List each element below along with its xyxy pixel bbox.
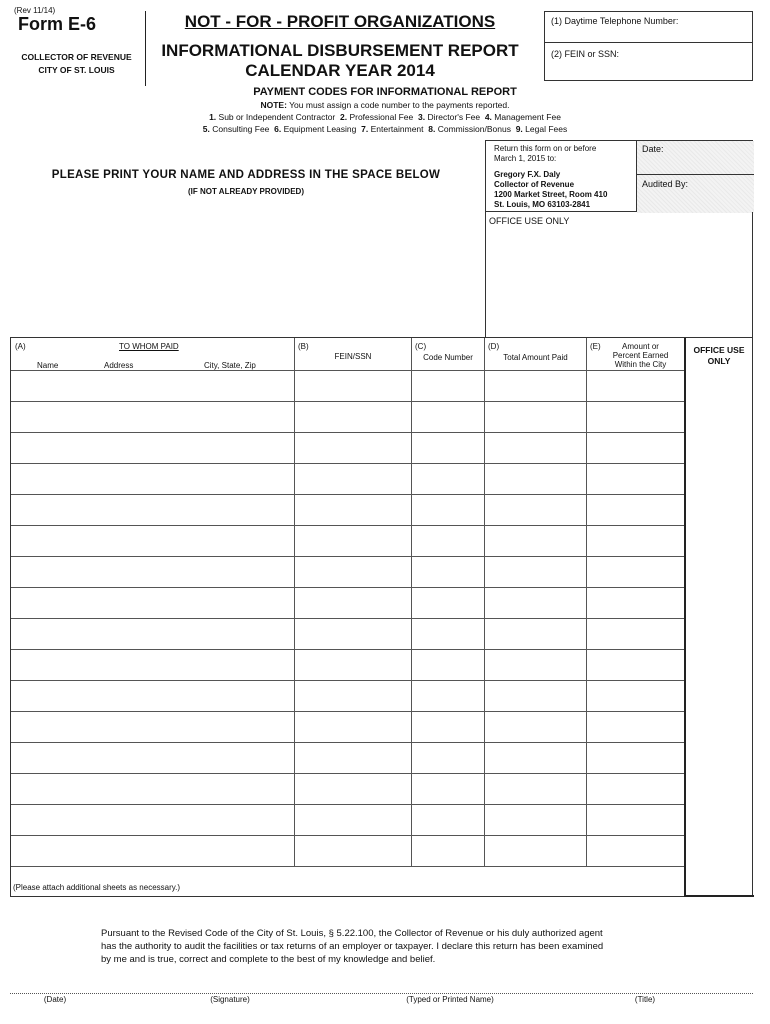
collector-line-1: COLLECTOR OF REVENUE <box>21 52 132 62</box>
return-box-hdivider <box>636 174 754 175</box>
return-line-1: Return this form on or before <box>494 144 597 153</box>
table-row-line <box>11 773 684 774</box>
table-row-line <box>11 742 684 743</box>
col-e-label: (E) <box>590 342 601 351</box>
payment-codes-row-1 <box>0 112 770 122</box>
office-use-area <box>485 212 753 337</box>
print-name-heading: PLEASE PRINT YOUR NAME AND ADDRESS IN THE SPACE BELOW <box>51 169 441 181</box>
typed-name-caption: (Typed or Printed Name) <box>406 995 494 1004</box>
table-row-line <box>11 618 684 619</box>
contact-box <box>544 11 753 81</box>
table-row-line <box>11 804 684 805</box>
declaration-line-2: has the authority to audit the facilities or tax returns of an employer or taxpayer. I declare this return has been examined <box>101 941 604 952</box>
revision-date: (Rev 11/14) <box>14 6 56 15</box>
note-text: You must assign a code number to the payments reported. <box>289 100 510 110</box>
code-number: 5. <box>202 124 210 134</box>
print-name-subheading: (IF NOT ALREADY PROVIDED) <box>187 187 304 196</box>
col-a-label: (A) <box>15 342 26 351</box>
address-header: Address <box>104 361 134 370</box>
code-text: Entertainment <box>370 124 424 134</box>
code-number: 7. <box>361 124 369 134</box>
table-row-line <box>11 401 684 402</box>
office-use-column-label <box>684 345 754 367</box>
collector-name: Gregory F.X. Daly <box>494 170 561 179</box>
audited-by-label: Audited By: <box>642 179 689 189</box>
col-c-label: (C) <box>415 342 427 351</box>
title-caption: (Title) <box>634 995 656 1004</box>
signature-caption: (Signature) <box>210 995 250 1004</box>
date-caption: (Date) <box>43 995 67 1004</box>
col-divider-b <box>294 338 295 867</box>
code-number: 4. <box>484 112 492 122</box>
code-number: 8. <box>428 124 436 134</box>
form-id: Form E-6 <box>18 14 97 34</box>
table-row-line <box>11 835 684 836</box>
phone-label: (1) Daytime Telephone Number: <box>551 16 679 26</box>
payment-codes-row-2 <box>0 124 770 134</box>
to-whom-paid-label: TO WHOM PAID <box>119 342 179 351</box>
table-row-line <box>11 525 684 526</box>
code-number: 1. <box>209 112 217 122</box>
payment-codes-title: PAYMENT CODES FOR INFORMATIONAL REPORT <box>253 86 517 98</box>
code-number: 6. <box>274 124 282 134</box>
office-use-label: OFFICE USE ONLY <box>489 216 570 226</box>
table-row-line <box>11 680 684 681</box>
code-text: Legal Fees <box>525 124 568 134</box>
code-text: Commission/Bonus <box>437 124 511 134</box>
collector-title: Collector of Revenue <box>494 180 575 189</box>
amount-header-1: Amount or <box>622 342 659 351</box>
payment-codes-note <box>0 100 770 110</box>
col-divider-d <box>484 338 485 867</box>
col-d-label: (D) <box>488 342 500 351</box>
collector-street: 1200 Market Street, Room 410 <box>494 190 608 199</box>
header-divider <box>145 11 146 86</box>
amount-header-2: Percent Earned <box>612 351 669 360</box>
declaration-line-1: Pursuant to the Revised Code of the City of St. Louis, § 5.22.100, the Collector of Revenue or his duly authorized agent <box>101 928 603 939</box>
code-text: Management Fee <box>494 112 561 122</box>
code-text: Sub or Independent Contractor <box>218 112 336 122</box>
table-row-line <box>11 494 684 495</box>
collector-line-2: CITY OF ST. LOUIS <box>38 65 115 75</box>
city-state-zip-header: City, State, Zip <box>204 361 256 370</box>
return-box-divider <box>636 141 637 211</box>
contact-box-divider <box>545 42 752 43</box>
col-divider-c <box>411 338 412 867</box>
note-prefix: NOTE: <box>260 100 287 110</box>
code-number: 3. <box>417 112 426 122</box>
table-row-line <box>11 711 684 712</box>
col-divider-e <box>586 338 587 867</box>
collector-city: St. Louis, MO 63103-2841 <box>494 200 591 209</box>
total-amount-header: Total Amount Paid <box>503 353 568 362</box>
table-row-line <box>11 587 684 588</box>
form-title-1: NOT - FOR - PROFIT ORGANIZATIONS <box>184 12 496 31</box>
code-number: 2. <box>339 112 348 122</box>
table-row-line <box>11 463 684 464</box>
fein-ssn-header: FEIN/SSN <box>334 352 372 361</box>
office-use-column <box>684 338 754 897</box>
code-number: 9. <box>515 124 523 134</box>
code-text: Consulting Fee <box>212 124 270 134</box>
form-title-3: CALENDAR YEAR 2014 <box>245 61 435 80</box>
table-row-line <box>11 866 684 867</box>
code-text: Director's Fee <box>427 112 481 122</box>
col-b-label: (B) <box>298 342 309 351</box>
return-line-2: March 1, 2015 to: <box>494 154 557 163</box>
attach-note: (Please attach additional sheets as necessary.) <box>13 883 181 892</box>
amount-header-3: Within the City <box>614 360 667 369</box>
table-row-line <box>11 370 684 371</box>
table-row-line <box>11 556 684 557</box>
code-text: Professional Fee <box>349 112 414 122</box>
name-header: Name <box>37 361 59 370</box>
date-label: Date: <box>642 144 664 154</box>
code-number-header: Code Number <box>423 353 473 362</box>
office-use-line-1: OFFICE USE <box>693 345 745 355</box>
disbursement-table <box>10 337 753 897</box>
office-use-line-2: ONLY <box>707 356 731 366</box>
declaration-line-3: by me and is true, correct and complete to the best of my knowledge and belief. <box>101 954 436 965</box>
form-title-2: INFORMATIONAL DISBURSEMENT REPORT <box>161 41 519 60</box>
code-text: Equipment Leasing <box>283 124 357 134</box>
signature-line[interactable] <box>10 993 753 994</box>
return-box <box>485 140 753 212</box>
fein-label: (2) FEIN or SSN: <box>551 49 620 59</box>
declaration <box>101 927 671 966</box>
table-row-line <box>11 649 684 650</box>
table-row-line <box>11 432 684 433</box>
